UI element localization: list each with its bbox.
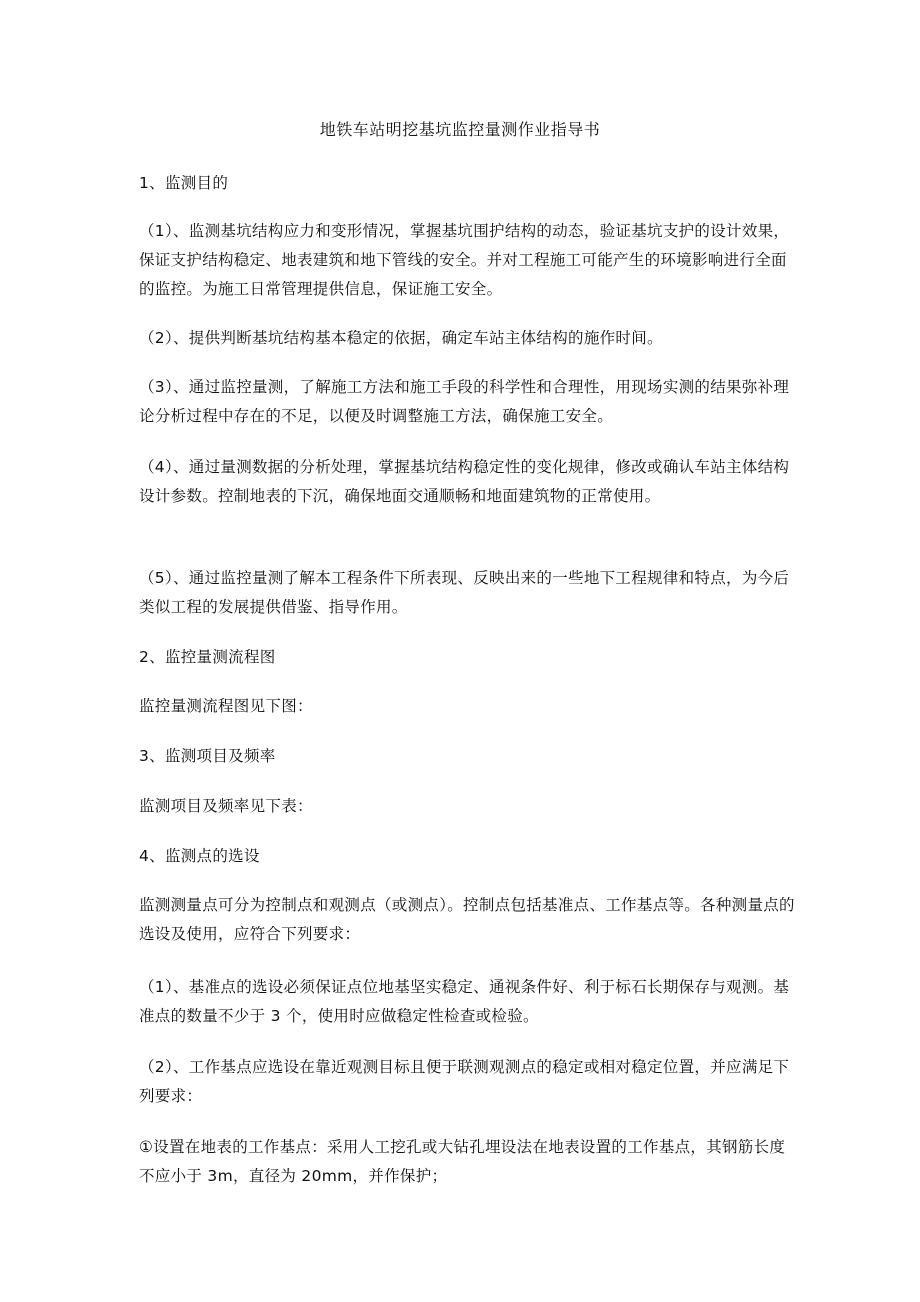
document-title: 地铁车站明挖基坑监控量测作业指导书 bbox=[319, 120, 601, 139]
section-heading-3: 3、监测项目及频率 bbox=[139, 747, 276, 765]
paragraph-2-1: 监控量测流程图见下图： bbox=[139, 697, 313, 715]
paragraph-1-3: （3）、通过监控量测，了解施工方法和施工手段的科学性和合理性，用现场实测的结果弥补理论分析过程中存在的不足，以便及时调整施工方法，确保施工安全。 bbox=[139, 378, 790, 425]
paragraph-1-2: （2）、提供判断基坑结构基本稳定的依据，确定车站主体结构的施作时间。 bbox=[139, 329, 663, 347]
section-heading-4: 4、监测点的选设 bbox=[139, 847, 260, 865]
paragraph-1-5: （5）、通过监控量测了解本工程条件下所表现、反映出来的一些地下工程规律和特点，为今后类似工程的发展提供借鉴、指导作用。 bbox=[139, 569, 790, 616]
section-heading-1: 1、监测目的 bbox=[139, 174, 229, 192]
paragraph-4-3: （2）、工作基点应选设在靠近观测目标且便于联测观测点的稳定或相对稳定位置，并应满足下列要求： bbox=[139, 1058, 790, 1105]
paragraph-1-4: （4）、通过量测数据的分析处理，掌握基坑结构稳定性的变化规律，修改或确认车站主体结构设计参数。控制地表的下沉，确保地面交通顺畅和地面建筑物的正常使用。 bbox=[139, 458, 790, 505]
paragraph-4-4: ①设置在地表的工作基点：采用人工挖孔或大钻孔埋设法在地表设置的工作基点，其钢筋长度不应小于 3m，直径为 20mm，并作保护； bbox=[139, 1138, 786, 1185]
paragraph-3-1: 监测项目及频率见下表： bbox=[139, 797, 313, 815]
paragraph-4-1: 监测测量点可分为控制点和观测点（或测点）。控制点包括基准点、工作基点等。各种测量点的选设及使用，应符合下列要求： bbox=[139, 896, 795, 943]
paragraph-4-2: （1）、基准点的选设必须保证点位地基坚实稳定、通视条件好、利于标石长期保存与观测。基准点的数量不少于 3 个，使用时应做稳定性检查或检验。 bbox=[139, 978, 790, 1025]
paragraph-1-1: （1）、监测基坑结构应力和变形情况，掌握基坑围护结构的动态，验证基坑支护的设计效果，保证支护结构稳定、地表建筑和地下管线的安全。并对工程施工可能产生的环境影响进行全面的监控。为施工日常管理提供信息，保证施工安全。 bbox=[139, 222, 790, 298]
section-heading-2: 2、监控量测流程图 bbox=[139, 648, 276, 666]
